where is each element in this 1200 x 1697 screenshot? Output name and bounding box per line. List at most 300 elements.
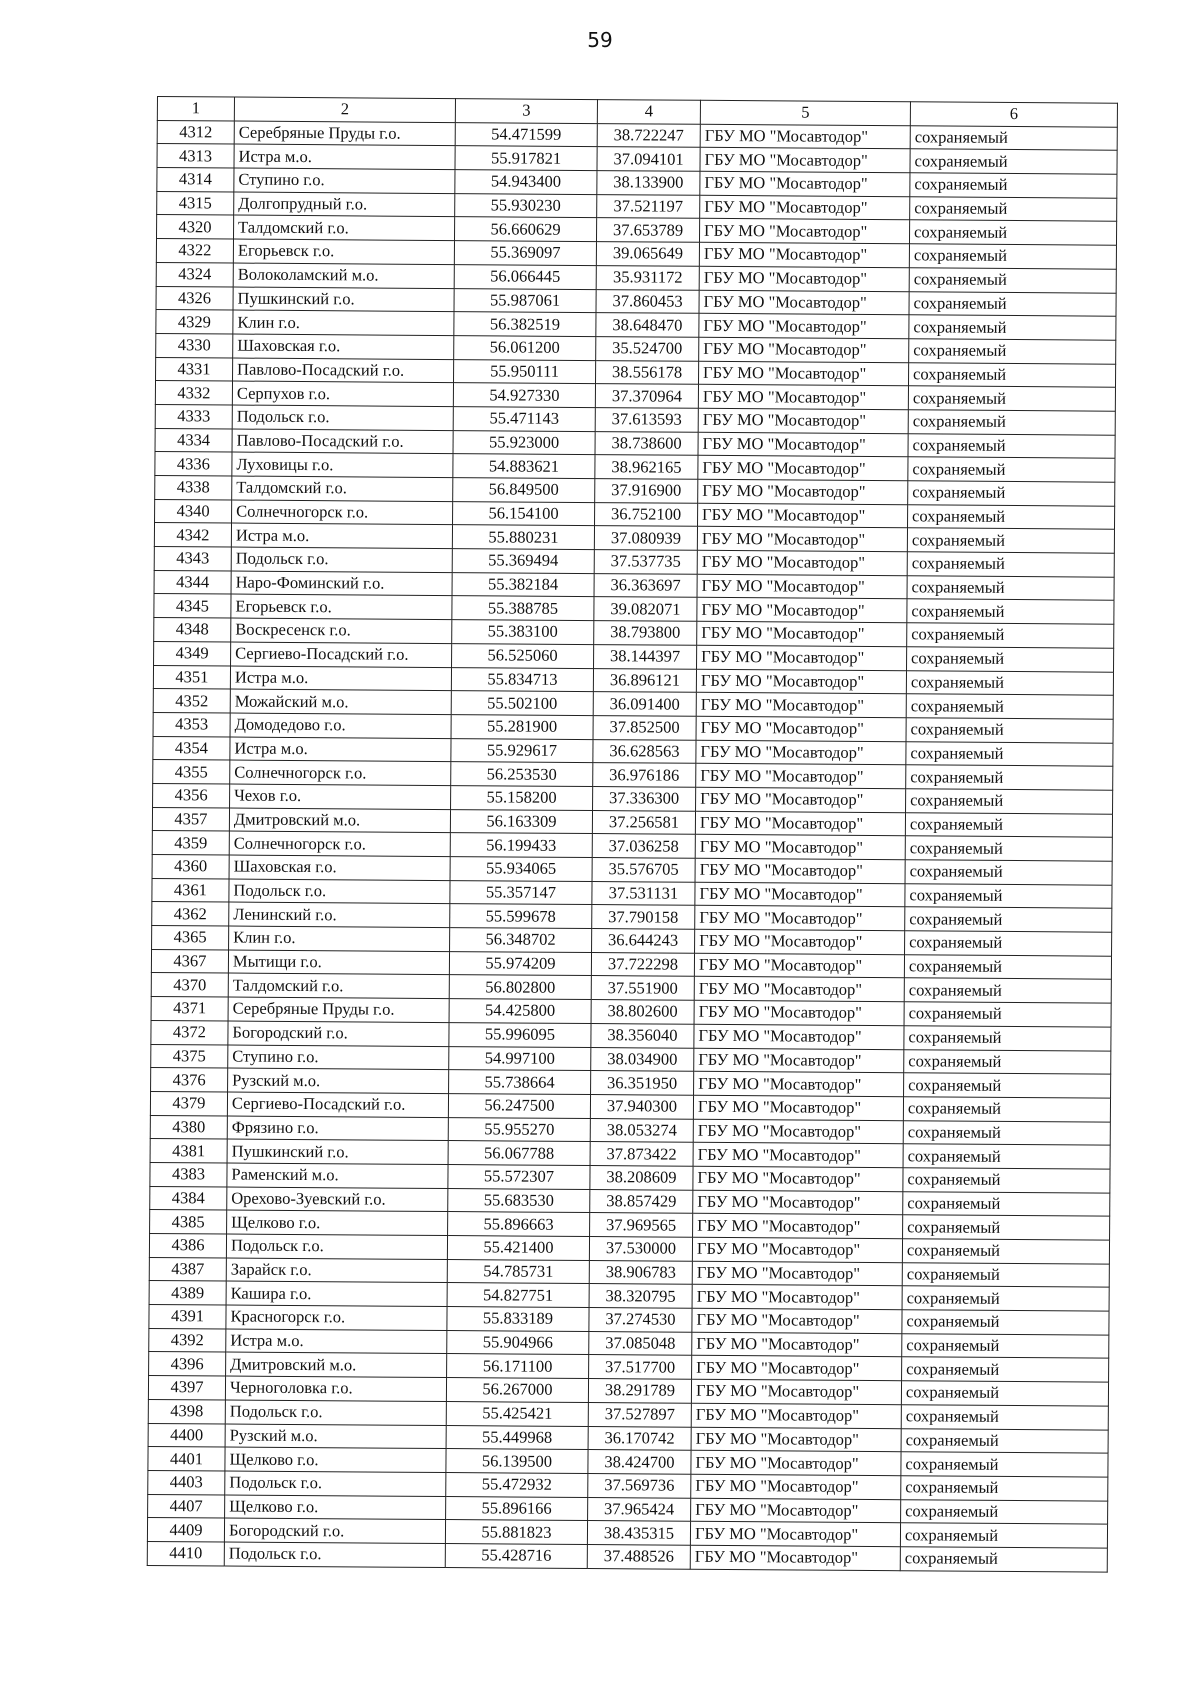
latitude-cell: 56.253530 <box>451 762 593 787</box>
longitude-cell: 37.530000 <box>589 1237 692 1261</box>
status-cell: сохраняемый <box>907 575 1114 600</box>
district-name-cell: Подольск г.о. <box>224 1542 445 1567</box>
organization-cell: ГБУ МО "Мосавтодор" <box>697 574 907 599</box>
latitude-cell: 55.388785 <box>452 596 594 621</box>
latitude-cell: 54.927330 <box>453 383 595 408</box>
status-cell: сохраняемый <box>910 125 1117 150</box>
latitude-cell: 55.383100 <box>452 620 594 645</box>
district-name-cell: Рузский м.о. <box>228 1068 449 1093</box>
header-cell-4: 4 <box>597 100 700 124</box>
organization-cell: ГБУ МО "Мосавтодор" <box>693 1166 903 1191</box>
row-number-cell: 4410 <box>147 1541 224 1565</box>
latitude-cell: 54.827751 <box>447 1283 589 1308</box>
district-name-cell: Дмитровский м.о. <box>226 1352 447 1377</box>
district-name-cell: Подольск г.о. <box>232 405 453 430</box>
longitude-cell: 37.722298 <box>591 952 694 976</box>
status-cell: сохраняемый <box>907 528 1114 553</box>
longitude-cell: 36.752100 <box>595 502 698 526</box>
longitude-cell: 37.080939 <box>594 526 697 550</box>
longitude-cell: 37.916900 <box>595 479 698 503</box>
row-number-cell: 4348 <box>154 618 231 642</box>
longitude-cell: 37.969565 <box>590 1213 693 1237</box>
latitude-cell: 55.369494 <box>452 549 594 574</box>
organization-cell: ГБУ МО "Мосавтодор" <box>699 313 909 338</box>
district-name-cell: Ступино г.о. <box>228 1045 449 1070</box>
status-cell: сохраняемый <box>903 1144 1110 1169</box>
longitude-cell: 37.569736 <box>588 1473 691 1497</box>
longitude-cell: 37.488526 <box>587 1544 690 1568</box>
longitude-cell: 37.537735 <box>594 550 697 574</box>
row-number-cell: 4342 <box>154 523 231 547</box>
row-number-cell: 4345 <box>154 594 231 618</box>
status-cell: сохраняемый <box>900 1523 1107 1548</box>
longitude-cell: 38.906783 <box>589 1260 692 1284</box>
status-cell: сохраняемый <box>908 410 1115 435</box>
district-name-cell: Чехов г.о. <box>230 784 451 809</box>
row-number-cell: 4397 <box>148 1376 225 1400</box>
organization-cell: ГБУ МО "Мосавтодор" <box>700 148 910 173</box>
organization-cell: ГБУ МО "Мосавтодор" <box>699 242 909 267</box>
status-cell: сохраняемый <box>902 1310 1109 1335</box>
latitude-cell: 55.572307 <box>448 1164 590 1189</box>
row-number-cell: 4372 <box>151 1020 228 1044</box>
latitude-cell: 54.471599 <box>455 122 597 147</box>
organization-cell: ГБУ МО "Мосавтодор" <box>696 764 906 789</box>
longitude-cell: 37.965424 <box>588 1497 691 1521</box>
longitude-cell: 38.144397 <box>594 644 697 668</box>
row-number-cell: 4336 <box>155 452 232 476</box>
row-number-cell: 4343 <box>154 547 231 571</box>
district-name-cell: Солнечногорск г.о. <box>232 500 453 525</box>
latitude-cell: 55.923000 <box>453 430 595 455</box>
status-cell: сохраняемый <box>910 197 1117 222</box>
row-number-cell: 4359 <box>152 831 229 855</box>
latitude-cell: 55.425421 <box>446 1401 588 1426</box>
latitude-cell: 55.929617 <box>451 738 593 763</box>
latitude-cell: 55.896663 <box>448 1212 590 1237</box>
organization-cell: ГБУ МО "Мосавтодор" <box>696 787 906 812</box>
latitude-cell: 55.502100 <box>451 691 593 716</box>
organization-cell: ГБУ МО "Мосавтодор" <box>691 1379 901 1404</box>
row-number-cell: 4322 <box>156 239 233 263</box>
row-number-cell: 4355 <box>153 760 230 784</box>
organization-cell: ГБУ МО "Мосавтодор" <box>691 1474 901 1499</box>
organization-cell: ГБУ МО "Мосавтодор" <box>693 1214 903 1239</box>
status-cell: сохраняемый <box>904 1002 1111 1027</box>
status-cell: сохраняемый <box>902 1239 1109 1264</box>
district-name-cell: Рузский м.о. <box>225 1424 446 1449</box>
organization-cell: ГБУ МО "Мосавтодор" <box>699 290 909 315</box>
latitude-cell: 55.996095 <box>449 1022 591 1047</box>
status-cell: сохраняемый <box>903 1097 1110 1122</box>
longitude-cell: 38.291789 <box>588 1379 691 1403</box>
latitude-cell: 55.369097 <box>454 241 596 266</box>
longitude-cell: 37.274530 <box>589 1308 692 1332</box>
status-cell: сохраняемый <box>909 220 1116 245</box>
longitude-cell: 36.363697 <box>594 573 697 597</box>
status-cell: сохраняемый <box>903 1120 1110 1145</box>
status-cell: сохраняемый <box>902 1262 1109 1287</box>
status-cell: сохраняемый <box>909 268 1116 293</box>
organization-cell: ГБУ МО "Мосавтодор" <box>691 1498 901 1523</box>
longitude-cell: 35.576705 <box>592 858 695 882</box>
row-number-cell: 4365 <box>152 926 229 950</box>
district-name-cell: Подольск г.о. <box>229 879 450 904</box>
row-number-cell: 4324 <box>156 262 233 286</box>
organization-cell: ГБУ МО "Мосавтодор" <box>693 1143 903 1168</box>
latitude-cell: 55.281900 <box>451 714 593 739</box>
header-cell-6: 6 <box>910 102 1117 127</box>
longitude-cell: 37.094101 <box>597 147 700 171</box>
longitude-cell: 37.531131 <box>592 881 695 905</box>
organization-cell: ГБУ МО "Мосавтодор" <box>696 740 906 765</box>
row-number-cell: 4349 <box>154 641 231 665</box>
longitude-cell: 37.036258 <box>592 834 695 858</box>
organization-cell: ГБУ МО "Мосавтодор" <box>693 1119 903 1144</box>
organization-cell: ГБУ МО "Мосавтодор" <box>698 408 908 433</box>
row-number-cell: 4392 <box>149 1328 226 1352</box>
row-number-cell: 4403 <box>148 1470 225 1494</box>
organization-cell: ГБУ МО "Мосавтодор" <box>695 858 905 883</box>
latitude-cell: 56.382519 <box>454 312 596 337</box>
status-cell: сохраняемый <box>908 481 1115 506</box>
district-name-cell: Орехово-Зуевский г.о. <box>227 1187 448 1212</box>
organization-cell: ГБУ МО "Мосавтодор" <box>697 645 907 670</box>
district-name-cell: Клин г.о. <box>229 926 450 951</box>
latitude-cell: 56.139500 <box>446 1449 588 1474</box>
longitude-cell: 36.896121 <box>593 668 696 692</box>
district-name-cell: Истра м.о. <box>234 144 455 169</box>
organization-cell: ГБУ МО "Мосавтодор" <box>694 1071 904 1096</box>
organization-cell: ГБУ МО "Мосавтодор" <box>695 882 905 907</box>
district-name-cell: Сергиево-Посадский г.о. <box>227 1092 448 1117</box>
latitude-cell: 56.154100 <box>453 501 595 526</box>
status-cell: сохраняемый <box>901 1476 1108 1501</box>
status-cell: сохраняемый <box>904 954 1111 979</box>
latitude-cell: 56.348702 <box>450 928 592 953</box>
row-number-cell: 4332 <box>155 381 232 405</box>
longitude-cell: 38.556178 <box>596 360 699 384</box>
latitude-cell: 55.917821 <box>455 146 597 171</box>
organization-cell: ГБУ МО "Мосавтодор" <box>692 1356 902 1381</box>
row-number-cell: 4353 <box>153 712 230 736</box>
longitude-cell: 38.053274 <box>590 1118 693 1142</box>
status-cell: сохраняемый <box>905 860 1112 885</box>
status-cell: сохраняемый <box>905 883 1112 908</box>
latitude-cell: 55.834713 <box>451 667 593 692</box>
district-name-cell: Щелково г.о. <box>227 1210 448 1235</box>
status-cell: сохраняемый <box>908 362 1115 387</box>
longitude-cell: 37.521197 <box>597 194 700 218</box>
status-cell: сохраняемый <box>909 244 1116 269</box>
status-cell: сохраняемый <box>908 504 1115 529</box>
latitude-cell: 55.881823 <box>445 1520 587 1545</box>
status-cell: сохраняемый <box>901 1452 1108 1477</box>
district-name-cell: Солнечногорск г.о. <box>229 831 450 856</box>
status-cell: сохраняемый <box>906 694 1113 719</box>
row-number-cell: 4409 <box>147 1518 224 1542</box>
organization-cell: ГБУ МО "Мосавтодор" <box>694 977 904 1002</box>
status-cell: сохраняемый <box>901 1381 1108 1406</box>
organization-cell: ГБУ МО "Мосавтодор" <box>700 124 910 149</box>
district-name-cell: Серебряные Пруды г.о. <box>234 121 455 146</box>
latitude-cell: 55.833189 <box>447 1307 589 1332</box>
district-name-cell: Щелково г.о. <box>225 1447 446 1472</box>
row-number-cell: 4326 <box>156 286 233 310</box>
district-name-cell: Подольск г.о. <box>226 1234 447 1259</box>
status-cell: сохраняемый <box>902 1357 1109 1382</box>
longitude-cell: 39.082071 <box>594 597 697 621</box>
row-number-cell: 4313 <box>157 144 234 168</box>
district-name-cell: Истра м.о. <box>226 1329 447 1354</box>
status-cell: сохраняемый <box>904 1026 1111 1051</box>
status-cell: сохраняемый <box>905 907 1112 932</box>
row-number-cell: 4356 <box>153 783 230 807</box>
status-cell: сохраняемый <box>906 741 1113 766</box>
organization-cell: ГБУ МО "Мосавтодор" <box>692 1237 902 1262</box>
latitude-cell: 55.471143 <box>453 407 595 432</box>
longitude-cell: 38.738600 <box>595 431 698 455</box>
longitude-cell: 37.613593 <box>595 408 698 432</box>
latitude-cell: 55.896166 <box>446 1496 588 1521</box>
header-cell-5: 5 <box>700 100 910 125</box>
row-number-cell: 4401 <box>148 1447 225 1471</box>
status-cell: сохраняемый <box>905 931 1112 956</box>
row-number-cell: 4386 <box>149 1233 226 1257</box>
district-name-cell: Солнечногорск г.о. <box>230 760 451 785</box>
organization-cell: ГБУ МО "Мосавтодор" <box>700 171 910 196</box>
district-name-cell: Талдомский г.о. <box>228 973 449 998</box>
organization-cell: ГБУ МО "Мосавтодор" <box>699 266 909 291</box>
status-cell: сохраняемый <box>909 291 1116 316</box>
latitude-cell: 54.883621 <box>453 454 595 479</box>
district-name-cell: Серебряные Пруды г.о. <box>228 997 449 1022</box>
status-cell: сохраняемый <box>906 718 1113 743</box>
row-number-cell: 4338 <box>155 475 232 499</box>
district-name-cell: Серпухов г.о. <box>232 381 453 406</box>
longitude-cell: 38.356040 <box>591 1023 694 1047</box>
organization-cell: ГБУ МО "Мосавтодор" <box>697 621 907 646</box>
latitude-cell: 54.943400 <box>455 170 597 195</box>
latitude-cell: 55.382184 <box>452 572 594 597</box>
longitude-cell: 37.527897 <box>588 1402 691 1426</box>
status-cell: сохраняемый <box>902 1333 1109 1358</box>
status-cell: сохраняемый <box>903 1215 1110 1240</box>
organization-cell: ГБУ МО "Мосавтодор" <box>696 692 906 717</box>
row-number-cell: 4362 <box>152 902 229 926</box>
row-number-cell: 4391 <box>149 1305 226 1329</box>
longitude-cell: 38.793800 <box>594 621 697 645</box>
registry-table <box>147 96 1118 1572</box>
organization-cell: ГБУ МО "Мосавтодор" <box>698 361 908 386</box>
row-number-cell: 4371 <box>151 997 228 1021</box>
district-name-cell: Клин г.о. <box>233 310 454 335</box>
row-number-cell: 4407 <box>148 1494 225 1518</box>
longitude-cell: 37.085048 <box>589 1331 692 1355</box>
row-number-cell: 4314 <box>157 168 234 192</box>
organization-cell: ГБУ МО "Мосавтодор" <box>691 1427 901 1452</box>
district-name-cell: Щелково г.о. <box>225 1495 446 1520</box>
longitude-cell: 37.336300 <box>593 786 696 810</box>
longitude-cell: 38.424700 <box>588 1450 691 1474</box>
page-number: 59 <box>587 28 613 52</box>
district-name-cell: Талдомский г.о. <box>234 215 455 240</box>
latitude-cell: 55.904966 <box>447 1330 589 1355</box>
longitude-cell: 37.517700 <box>589 1355 692 1379</box>
longitude-cell: 36.170742 <box>588 1426 691 1450</box>
status-cell: сохраняемый <box>910 149 1117 174</box>
longitude-cell: 38.320795 <box>589 1284 692 1308</box>
latitude-cell: 56.067788 <box>448 1141 590 1166</box>
longitude-cell: 37.860453 <box>596 289 699 313</box>
status-cell: сохраняемый <box>900 1547 1107 1572</box>
organization-cell: ГБУ МО "Мосавтодор" <box>694 1024 904 1049</box>
status-cell: сохраняемый <box>907 647 1114 672</box>
organization-cell: ГБУ МО "Мосавтодор" <box>691 1450 901 1475</box>
row-number-cell: 4333 <box>155 404 232 428</box>
organization-cell: ГБУ МО "Мосавтодор" <box>697 550 907 575</box>
row-number-cell: 4344 <box>154 570 231 594</box>
district-name-cell: Богородский г.о. <box>224 1518 445 1543</box>
latitude-cell: 55.449968 <box>446 1425 588 1450</box>
district-name-cell: Истра м.о. <box>231 523 452 548</box>
district-name-cell: Можайский м.о. <box>230 689 451 714</box>
latitude-cell: 55.987061 <box>454 288 596 313</box>
organization-cell: ГБУ МО "Мосавтодор" <box>698 456 908 481</box>
organization-cell: ГБУ МО "Мосавтодор" <box>693 1190 903 1215</box>
organization-cell: ГБУ МО "Мосавтодор" <box>700 195 910 220</box>
longitude-cell: 39.065649 <box>596 242 699 266</box>
longitude-cell: 35.931172 <box>596 265 699 289</box>
organization-cell: ГБУ МО "Мосавтодор" <box>696 669 906 694</box>
organization-cell: ГБУ МО "Мосавтодор" <box>699 337 909 362</box>
row-number-cell: 4385 <box>150 1210 227 1234</box>
row-number-cell: 4331 <box>156 357 233 381</box>
longitude-cell: 37.940300 <box>590 1094 693 1118</box>
row-number-cell: 4380 <box>150 1115 227 1139</box>
header-cell-2: 2 <box>234 97 455 122</box>
organization-cell: ГБУ МО "Мосавтодор" <box>698 385 908 410</box>
latitude-cell: 56.061200 <box>454 335 596 360</box>
latitude-cell: 55.974209 <box>449 951 591 976</box>
organization-cell: ГБУ МО "Мосавтодор" <box>690 1545 900 1570</box>
district-name-cell: Волоколамский м.о. <box>233 263 454 288</box>
latitude-cell: 55.357147 <box>450 880 592 905</box>
row-number-cell: 4376 <box>151 1068 228 1092</box>
district-name-cell: Воскресенск г.о. <box>231 618 452 643</box>
longitude-cell: 37.256581 <box>592 810 695 834</box>
organization-cell: ГБУ МО "Мосавтодор" <box>695 929 905 954</box>
district-name-cell: Домодедово г.о. <box>230 713 451 738</box>
district-name-cell: Егорьевск г.о. <box>233 239 454 264</box>
organization-cell: ГБУ МО "Мосавтодор" <box>697 598 907 623</box>
latitude-cell: 56.849500 <box>453 478 595 503</box>
status-cell: сохраняемый <box>901 1405 1108 1430</box>
status-cell: сохраняемый <box>910 173 1117 198</box>
longitude-cell: 38.435315 <box>587 1521 690 1545</box>
latitude-cell: 55.599678 <box>450 904 592 929</box>
longitude-cell: 38.722247 <box>597 123 700 147</box>
district-name-cell: Подольск г.о. <box>225 1471 446 1496</box>
longitude-cell: 37.873422 <box>590 1142 693 1166</box>
district-name-cell: Долгопрудный г.о. <box>234 192 455 217</box>
longitude-cell: 35.524700 <box>596 336 699 360</box>
row-number-cell: 4354 <box>153 736 230 760</box>
latitude-cell: 55.930230 <box>455 193 597 218</box>
row-number-cell: 4396 <box>149 1352 226 1376</box>
longitude-cell: 36.091400 <box>593 692 696 716</box>
organization-cell: ГБУ МО "Мосавтодор" <box>695 835 905 860</box>
district-name-cell: Кашира г.о. <box>226 1281 447 1306</box>
district-name-cell: Дмитровский м.о. <box>229 808 450 833</box>
latitude-cell: 55.683530 <box>448 1188 590 1213</box>
organization-cell: ГБУ МО "Мосавтодор" <box>698 432 908 457</box>
row-number-cell: 4351 <box>153 665 230 689</box>
organization-cell: ГБУ МО "Мосавтодор" <box>699 219 909 244</box>
district-name-cell: Черноголовка г.о. <box>225 1376 446 1401</box>
district-name-cell: Шаховская г.о. <box>229 855 450 880</box>
row-number-cell: 4389 <box>149 1281 226 1305</box>
latitude-cell: 55.472932 <box>446 1472 588 1497</box>
latitude-cell: 56.066445 <box>454 264 596 289</box>
organization-cell: ГБУ МО "Мосавтодор" <box>692 1332 902 1357</box>
row-number-cell: 4352 <box>153 689 230 713</box>
latitude-cell: 56.660629 <box>454 217 596 242</box>
district-name-cell: Красногорск г.о. <box>226 1305 447 1330</box>
district-name-cell: Егорьевск г.о. <box>231 594 452 619</box>
latitude-cell: 55.955270 <box>448 1117 590 1142</box>
longitude-cell: 38.648470 <box>596 313 699 337</box>
row-number-cell: 4387 <box>149 1257 226 1281</box>
status-cell: сохраняемый <box>907 599 1114 624</box>
longitude-cell: 36.976186 <box>593 763 696 787</box>
row-number-cell: 4375 <box>151 1044 228 1068</box>
longitude-cell: 38.034900 <box>591 1047 694 1071</box>
organization-cell: ГБУ МО "Мосавтодор" <box>693 1095 903 1120</box>
longitude-cell: 37.653789 <box>596 218 699 242</box>
status-cell: сохраняемый <box>906 789 1113 814</box>
status-cell: сохраняемый <box>906 765 1113 790</box>
status-cell: сохраняемый <box>909 315 1116 340</box>
status-cell: сохраняемый <box>903 1168 1110 1193</box>
row-number-cell: 4340 <box>155 499 232 523</box>
district-name-cell: Ступино г.о. <box>234 168 455 193</box>
row-number-cell: 4384 <box>150 1186 227 1210</box>
district-name-cell: Павлово-Посадский г.о. <box>233 358 454 383</box>
organization-cell: ГБУ МО "Мосавтодор" <box>698 479 908 504</box>
organization-cell: ГБУ МО "Мосавтодор" <box>695 906 905 931</box>
longitude-cell: 38.857429 <box>590 1189 693 1213</box>
row-number-cell: 4367 <box>151 949 228 973</box>
organization-cell: ГБУ МО "Мосавтодор" <box>697 527 907 552</box>
status-cell: сохраняемый <box>907 623 1114 648</box>
row-number-cell: 4315 <box>157 191 234 215</box>
longitude-cell: 37.551900 <box>591 976 694 1000</box>
status-cell: сохраняемый <box>903 1191 1110 1216</box>
organization-cell: ГБУ МО "Мосавтодор" <box>694 1048 904 1073</box>
district-name-cell: Фрязино г.о. <box>227 1116 448 1141</box>
district-name-cell: Мытищи г.о. <box>228 950 449 975</box>
district-name-cell: Шаховская г.о. <box>233 334 454 359</box>
organization-cell: ГБУ МО "Мосавтодор" <box>694 953 904 978</box>
longitude-cell: 37.370964 <box>595 384 698 408</box>
latitude-cell: 55.950111 <box>454 359 596 384</box>
district-name-cell: Истра м.о. <box>230 666 451 691</box>
organization-cell: ГБУ МО "Мосавтодор" <box>696 716 906 741</box>
organization-cell: ГБУ МО "Мосавтодор" <box>692 1285 902 1310</box>
row-number-cell: 4329 <box>156 310 233 334</box>
district-name-cell: Богородский г.о. <box>228 1021 449 1046</box>
